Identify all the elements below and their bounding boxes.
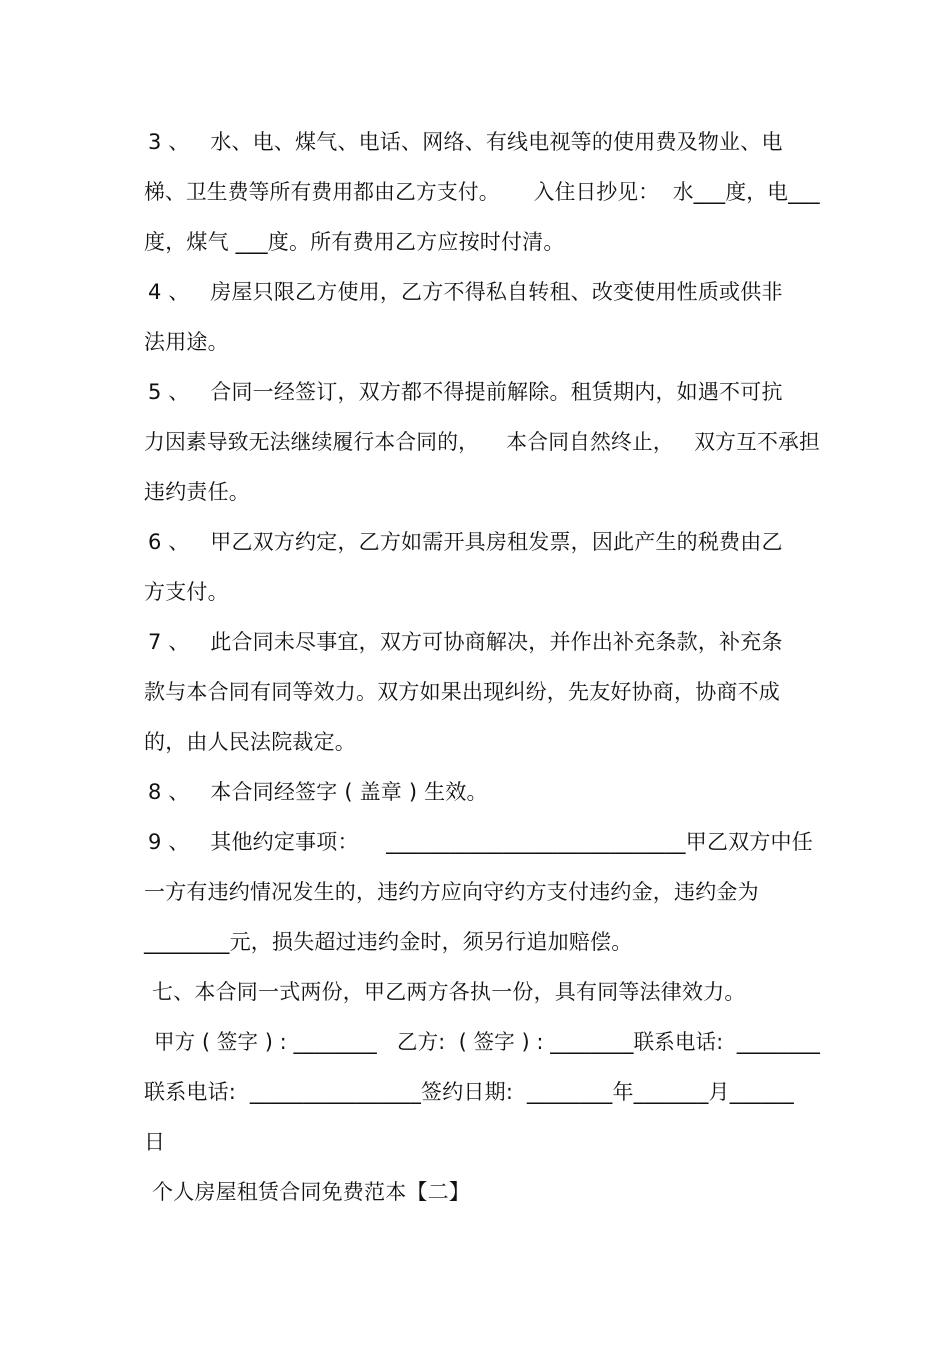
text-line: 梯、卫生费等所有费用都由乙方支付。 入住日抄见： 水___度，电___ [144,180,820,204]
text-line: 6 、 甲乙双方约定，乙方如需开具房租发票，因此产生的税费由乙 [148,530,783,554]
text-line: 方支付。 [144,580,229,604]
text-line: 日 [144,1130,166,1154]
text-line: 7 、 此合同未尽事宜，双方可协商解决，并作出补充条款，补充条 [148,630,783,654]
text-line: 度，煤气 ___度。所有费用乙方应按时付清。 [144,230,565,254]
text-line: 违约责任。 [144,480,250,504]
text-line: 9 、 其他约定事项： ____________________________甲乙双方中任 [148,830,813,854]
text-line: 联系电话: ________________签约日期: ________年_______月______ [144,1080,794,1104]
text-line: 力因素导致无法继续履行本合同的， 本合同自然终止， 双方互不承担 [144,430,820,454]
text-line: ________元，损失超过违约金时，须另行追加赔偿。 [144,930,633,954]
text-line: 一方有违约情况发生的，违约方应向守约方支付违约金，违约金为 [144,880,759,904]
text-line: 5 、 合同一经签订，双方都不得提前解除。租赁期内，如遇不可抗 [148,380,783,404]
text-line: 的，由人民法院裁定。 [144,730,356,754]
text-line: 七、本合同一式两份，甲乙两方各执一份，具有同等法律效力。 [152,980,746,1004]
text-line: 甲方 ( 签字 ) : ________ 乙方: ( 签字 ) : ________联系电话: ________ [154,1030,821,1054]
text-line: 款与本合同有同等效力。双方如果出现纠纷，先友好协商，协商不成 [144,680,780,704]
section-heading: 个人房屋租赁合同免费范本【二】 [152,1180,470,1204]
text-line: 法用途。 [144,330,229,354]
text-line: 8 、 本合同经签字 ( 盖章 ) 生效。 [148,780,488,804]
text-line: 4 、 房屋只限乙方使用，乙方不得私自转租、改变使用性质或供非 [148,280,783,304]
text-line: 3 、 水、电、煤气、电话、网络、有线电视等的使用费及物业、电 [148,130,783,154]
